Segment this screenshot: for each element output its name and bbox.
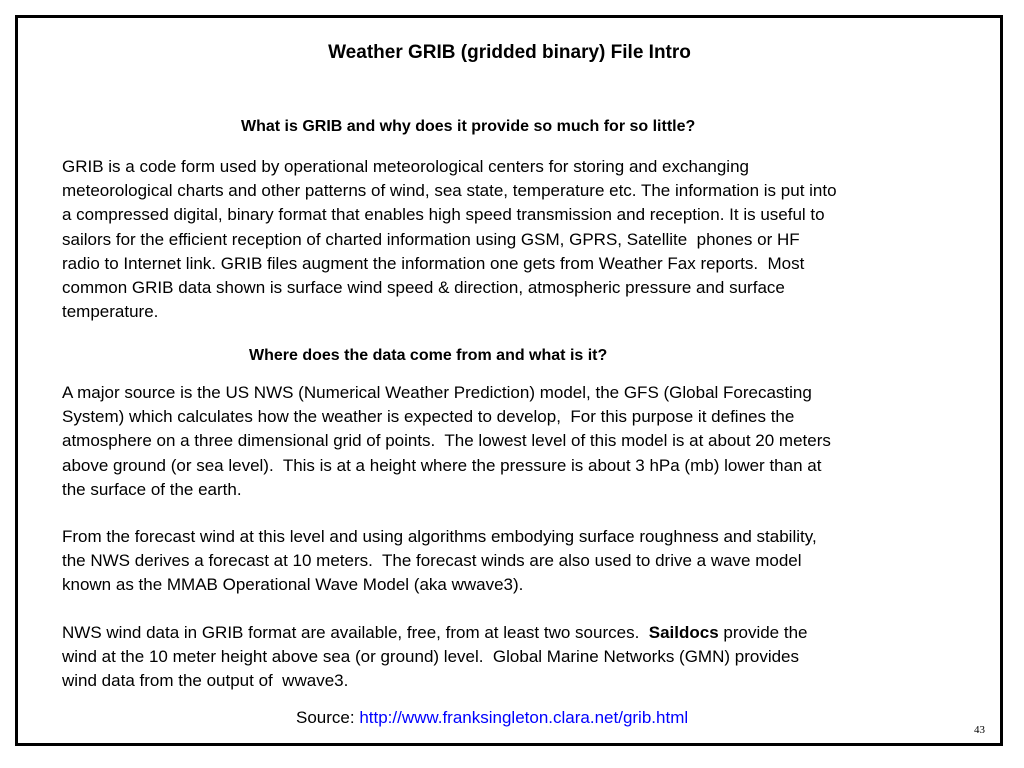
paragraph-gfs-model bbox=[62, 381, 974, 502]
text-line: GRIB is a code form used by operational meteorological centers for storing and exchanging bbox=[62, 157, 749, 176]
paragraph-forecast-wind bbox=[62, 525, 974, 598]
text-segment: provide the bbox=[718, 623, 808, 642]
text-line: meteorological charts and other patterns of wind, sea state, temperature etc. The information is put into bbox=[62, 181, 837, 201]
source-citation bbox=[296, 708, 688, 728]
paragraph-data-availability bbox=[62, 621, 974, 694]
text-line: known as the MMAB Operational Wave Model (aka wwave3). bbox=[62, 575, 524, 595]
text-line: the NWS derives a forecast at 10 meters. The forecast winds are also used to drive a wave model bbox=[62, 551, 802, 571]
text-line bbox=[62, 621, 974, 645]
paragraph-grib-intro bbox=[62, 155, 974, 324]
text-line: radio to Internet link. GRIB files augment the information one gets from Weather Fax reports. Most bbox=[62, 253, 805, 273]
text-line: a compressed digital, binary format that enables high speed transmission and reception. It is useful to bbox=[62, 205, 825, 225]
slide-title: Weather GRIB (gridded binary) File Intro bbox=[328, 42, 691, 63]
text-line: temperature. bbox=[62, 302, 159, 322]
section-heading-what-is-grib: What is GRIB and why does it provide so much for so little? bbox=[241, 118, 696, 135]
source-link[interactable]: http://www.franksingleton.clara.net/grib.html bbox=[359, 708, 689, 727]
page-number: 43 bbox=[974, 724, 985, 736]
text-line: A major source is the US NWS (Numerical Weather Prediction) model, the GFS (Global Forecasting bbox=[62, 383, 812, 402]
section-heading-data-source: Where does the data come from and what is it? bbox=[249, 347, 608, 364]
text-line: sailors for the efficient reception of charted information using GSM, GPRS, Satellite phones or HF bbox=[62, 229, 800, 249]
text-line: From the forecast wind at this level and using algorithms embodying surface roughness and stability, bbox=[62, 527, 817, 546]
source-label: Source: bbox=[296, 708, 360, 727]
text-segment: NWS wind data in GRIB format are available, free, from at least two sources. bbox=[62, 623, 649, 642]
saildocs-emphasis: Saildocs bbox=[648, 623, 719, 642]
text-line: wind data from the output of wwave3. bbox=[62, 671, 349, 691]
text-line: above ground (or sea level). This is at a height where the pressure is about 3 hPa (mb) lower than at bbox=[62, 455, 822, 475]
text-line: System) which calculates how the weather is expected to develop, For this purpose it defines the bbox=[62, 407, 795, 427]
text-line: wind at the 10 meter height above sea (or ground) level. Global Marine Networks (GMN) provides bbox=[62, 647, 800, 667]
text-line: the surface of the earth. bbox=[62, 479, 242, 499]
text-line: common GRIB data shown is surface wind speed & direction, atmospheric pressure and surface bbox=[62, 278, 785, 298]
text-line: atmosphere on a three dimensional grid of points. The lowest level of this model is at about 20 meters bbox=[62, 431, 831, 451]
